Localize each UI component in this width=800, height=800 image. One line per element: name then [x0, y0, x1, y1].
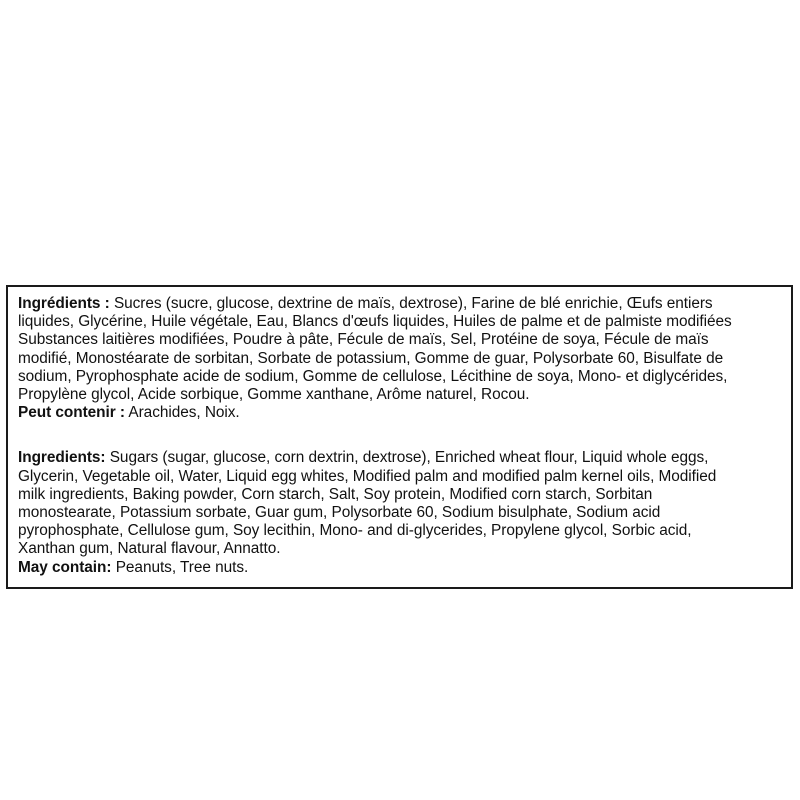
english-ingredients-line-2: Glycerin, Vegetable oil, Water, Liquid egg whites, Modified palm and modified palm kernel oils, Modified [18, 467, 717, 485]
english-ingredients-line-5: pyrophosphate, Cellulose gum, Soy lecithin, Mono- and di-glycerides, Propylene glycol, Sorbic acid, [18, 522, 692, 540]
english-ingredients-block [18, 449, 781, 576]
french-ingredients-line-1: Ingrédients : Sucres (sucre, glucose, dextrine de maïs, dextrose), Farine de blé enrichie, Œufs entiers [18, 295, 713, 312]
english-may-contain-value: Peanuts, Tree nuts. [115, 558, 249, 576]
english-ingredients-line-6: Xanthan gum, Natural flavour, Annatto. [18, 540, 281, 558]
english-may-contain [18, 559, 781, 577]
french-ingredients-line-5: sodium, Pyrophosphate acide de sodium, Gomme de cellulose, Lécithine de soya, Mono- et diglycérides, [18, 367, 728, 385]
french-ingredients-heading: Ingrédients : [18, 295, 110, 312]
english-ingredients-line-1: Ingredients: Sugars (sugar, glucose, corn dextrin, dextrose), Enriched wheat flour, Liquid whole eggs, [18, 449, 709, 467]
english-ingredients-line-4: monostearate, Potassium sorbate, Guar gum, Polysorbate 60, Sodium bisulphate, Sodium acid [18, 504, 661, 522]
english-ingredients-heading: Ingredients: [18, 449, 106, 467]
french-ingredients-line-4: modifié, Monostéarate de sorbitan, Sorbate de potassium, Gomme de guar, Polysorbate 60, Bisulfate de [18, 349, 724, 367]
french-ingredients-line-6: Propylène glycol, Acide sorbique, Gomme xanthane, Arôme naturel, Rocou. [18, 386, 530, 404]
french-ingredients-line-2: liquides, Glycérine, Huile végétale, Eau, Blancs d'œufs liquides, Huiles de palme et de palmiste modifiées [18, 313, 732, 331]
french-ingredients-block [18, 295, 781, 422]
french-ingredients-line-3: Substances laitières modifiées, Poudre à pâte, Fécule de maïs, Sel, Protéine de soya, Fécule de maïs [18, 331, 709, 349]
french-may-contain-heading: Peut contenir : [18, 404, 125, 422]
french-may-contain [18, 404, 781, 422]
english-ingredients-line-3: milk ingredients, Baking powder, Corn starch, Salt, Soy protein, Modified corn starch, Sorbitan [18, 485, 653, 503]
english-may-contain-heading: May contain: [18, 558, 112, 576]
french-may-contain-value: Arachides, Noix. [128, 404, 240, 422]
ingredients-label-panel [6, 285, 793, 589]
